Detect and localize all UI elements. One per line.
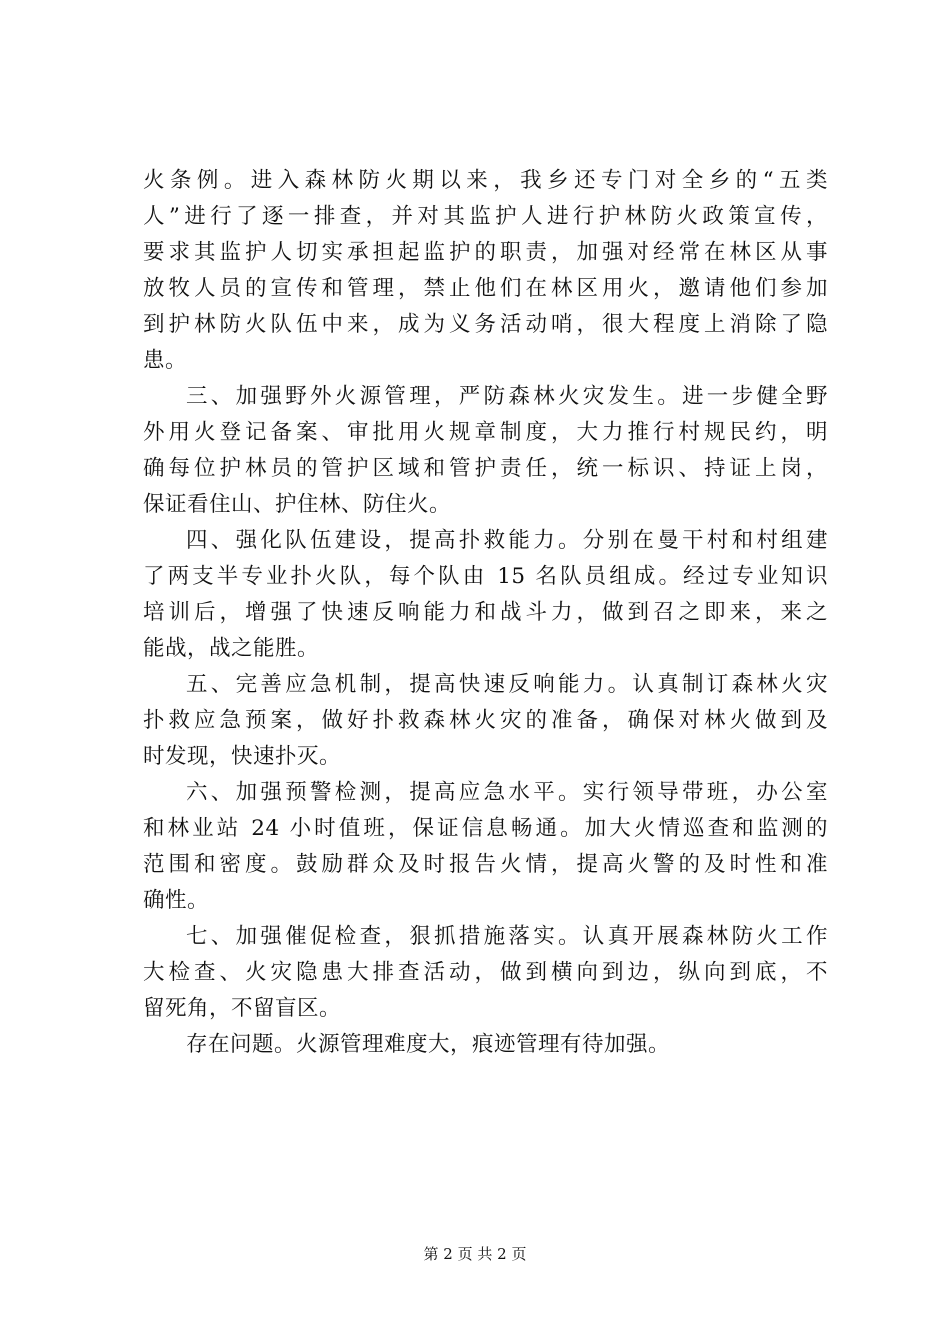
text-line: 保证看住山、护住林、防住火。 [143,492,452,517]
paragraph-heading-line: 六、加强预警检测，提高应急水平。实行领导带班，办公室 [186,780,828,805]
text-line: 范围和密度。鼓励群众及时报告火情，提高火警的及时性和准 [143,852,828,877]
paragraph-heading-line: 三、加强野外火源管理，严防森林火灾发生。进一步健全野 [186,384,828,409]
text-line: 火条例。进入森林防火期以来，我乡还专门对全乡的“五类 [143,168,828,193]
text-line: 和林业站 24 小时值班，保证信息畅通。加大火情巡查和监测的 [143,816,828,841]
text-line: 能战，战之能胜。 [143,636,320,661]
text-line: 要求其监护人切实承担起监护的职责，加强对经常在林区从事 [143,240,828,265]
paragraph-heading-line: 七、加强催促检查，狠抓措施落实。认真开展森林防火工作 [186,924,828,949]
paragraph-heading-line: 四、强化队伍建设，提高扑救能力。分别在曼干村和村组建 [186,528,828,553]
text-line: 留死角，不留盲区。 [143,996,342,1021]
text-line: 到护林防火队伍中来，成为义务活动哨，很大程度上消除了隐 [143,312,828,337]
text-line: 扑救应急预案，做好扑救森林火灾的准备，确保对林火做到及 [143,708,828,733]
text-line: 人”进行了逐一排查，并对其监护人进行护林防火政策宣传， [143,204,828,229]
text-line: 了两支半专业扑火队，每个队由 15 名队员组成。经过专业知识 [143,564,828,589]
page-number-footer: 第 2 页 共 2 页 [423,1245,527,1263]
text-line: 培训后，增强了快速反响能力和战斗力，做到召之即来，来之 [143,600,828,625]
document-body [143,163,828,1063]
text-line: 确每位护林员的管护区域和管护责任，统一标识、持证上岗， [143,456,828,481]
text-line: 患。 [143,348,188,373]
text-line: 时发现，快速扑灭。 [143,744,342,769]
paragraph-heading-line: 五、完善应急机制，提高快速反响能力。认真制订森林火灾 [186,672,828,697]
text-line: 大检查、火灾隐患大排查活动，做到横向到边，纵向到底，不 [143,960,828,985]
text-line: 确性。 [143,888,210,913]
text-line: 放牧人员的宣传和管理，禁止他们在林区用火，邀请他们参加 [143,276,828,301]
paragraph-heading-line: 存在问题。火源管理难度大，痕迹管理有待加强。 [186,1032,671,1057]
text-line: 外用火登记备案、审批用火规章制度，大力推行村规民约，明 [143,420,828,445]
